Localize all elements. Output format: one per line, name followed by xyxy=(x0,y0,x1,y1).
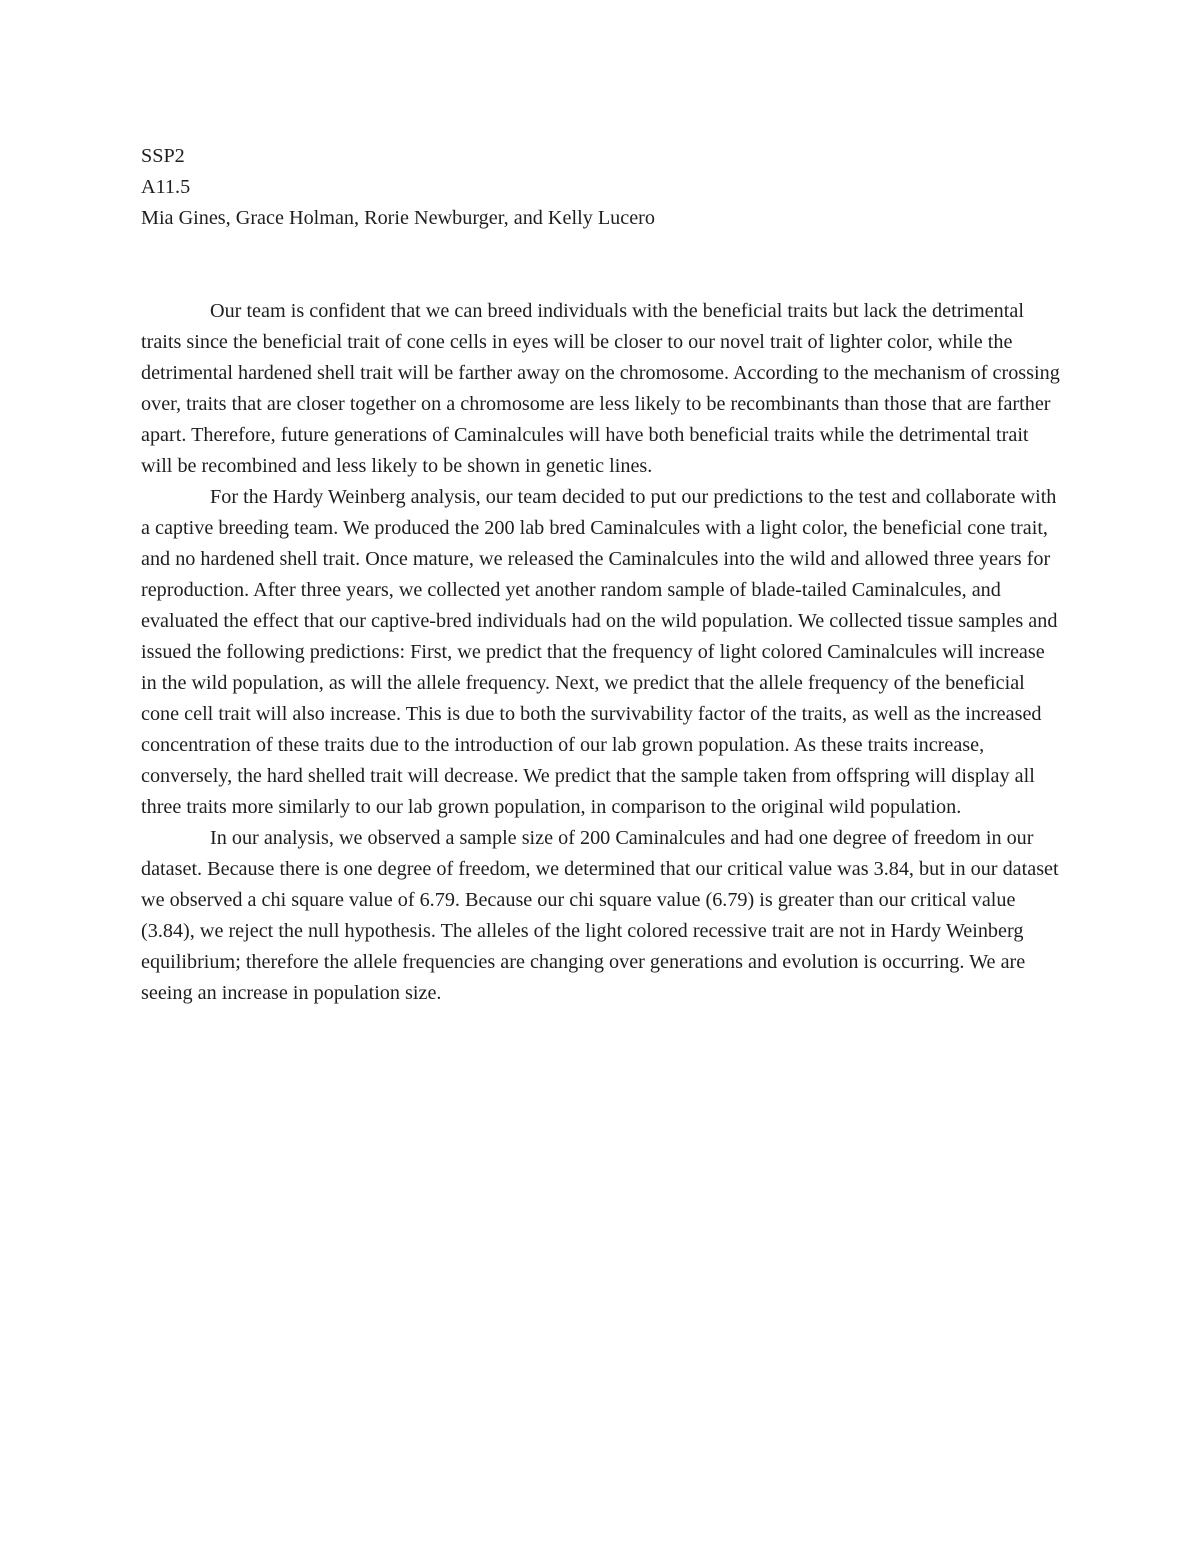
author-list: Mia Gines, Grace Holman, Rorie Newburger, and Kelly Lucero xyxy=(141,207,655,229)
document-body xyxy=(141,141,1061,1009)
paragraph-trait-linkage: Our team is confident that we can breed individuals with the beneficial traits but lack the detrimental traits since the beneficial trait of cone cells in eyes will be closer to our novel trait of lighter color, while the detrimental hardened shell trait will be farther away on the chromosome. According to the mechanism of crossing over, traits that are closer together on a chromosome are less likely to be recombinants than those that are farther apart. Therefore, future generations of Caminalcules will have both beneficial traits while the detrimental trait will be recombined and less likely to be shown in genetic lines. xyxy=(141,300,1060,477)
paragraph-hardy-weinberg-predictions: For the Hardy Weinberg analysis, our team decided to put our predictions to the test and collaborate with a captive breeding team. We produced the 200 lab bred Caminalcules with a light color, the beneficial cone trait, and no hardened shell trait. Once mature, we released the Caminalcules into the wild and allowed three years for reproduction. After three years, we collected yet another random sample of blade-tailed Caminalcules, and evaluated the effect that our captive-bred individuals had on the wild population. We collected tissue samples and issued the following predictions: First, we predict that the frequency of light colored Caminalcules will increase in the wild population, as will the allele frequency. Next, we predict that the allele frequency of the beneficial cone cell trait will also increase. This is due to both the survivability factor of the traits, as well as the increased concentration of these traits due to the introduction of our lab grown population. As these traits increase, conversely, the hard shelled trait will decrease. We predict that the sample taken from offspring will display all three traits more similarly to our lab grown population, in comparison to the original wild population. xyxy=(141,486,1058,818)
document-header xyxy=(141,141,1061,234)
course-code: SSP2 xyxy=(141,145,185,167)
assignment-number: A11.5 xyxy=(141,176,191,198)
paragraph-chi-square-analysis: In our analysis, we observed a sample size of 200 Caminalcules and had one degree of freedom in our dataset. Because there is one degree of freedom, we determined that our critical value was 3.84, but in our dataset we observed a chi square value of 6.79. Because our chi square value (6.79) is greater than our critical value (3.84), we reject the null hypothesis. The alleles of the light colored recessive trait are not in Hardy Weinberg equilibrium; therefore the allele frequencies are changing over generations and evolution is occurring. We are seeing an increase in population size. xyxy=(141,827,1059,1004)
